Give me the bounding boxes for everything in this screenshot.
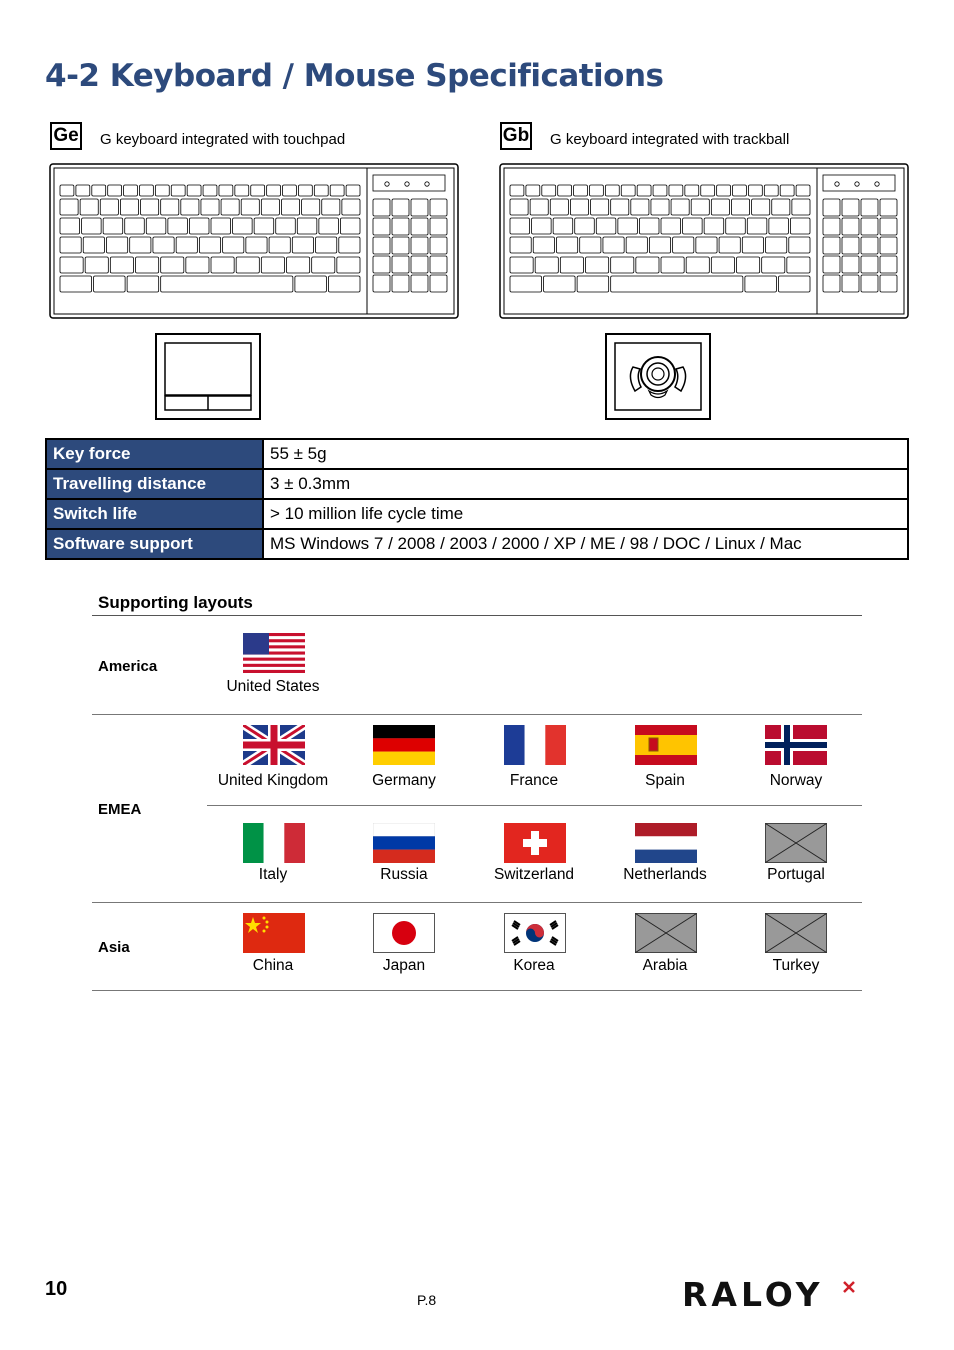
country-name: Turkey bbox=[772, 957, 820, 974]
key-shape bbox=[510, 276, 542, 292]
page-title: 4-2 Keyboard / Mouse Specifications bbox=[45, 58, 664, 94]
spec-value: 3 ± 0.3mm bbox=[263, 469, 908, 499]
key-shape bbox=[772, 199, 790, 215]
key-shape bbox=[298, 185, 312, 196]
key-shape bbox=[711, 257, 734, 273]
key-shape bbox=[120, 199, 138, 215]
country-name: Germany bbox=[372, 772, 436, 789]
key-shape bbox=[189, 218, 209, 234]
key-shape bbox=[267, 185, 281, 196]
flag-placeholder-icon bbox=[765, 823, 827, 863]
key-shape bbox=[108, 185, 122, 196]
country-name: Italy bbox=[258, 866, 288, 883]
flag-china-icon bbox=[243, 913, 305, 953]
country-name: Spain bbox=[645, 772, 685, 789]
key-shape bbox=[186, 257, 209, 273]
key-shape bbox=[187, 185, 201, 196]
model-code-ge: Ge bbox=[50, 122, 82, 150]
logo-mark-icon bbox=[844, 1282, 854, 1292]
key-shape bbox=[221, 199, 239, 215]
key-shape bbox=[570, 199, 588, 215]
key-shape bbox=[146, 218, 166, 234]
key-shape bbox=[780, 185, 794, 196]
divider bbox=[92, 990, 862, 991]
key-shape bbox=[316, 237, 337, 253]
key-shape bbox=[241, 199, 259, 215]
key-shape bbox=[742, 237, 763, 253]
key-shape bbox=[211, 257, 234, 273]
flag-placeholder-icon bbox=[765, 913, 827, 953]
key-shape bbox=[748, 185, 762, 196]
key-shape bbox=[161, 199, 179, 215]
key-shape bbox=[586, 257, 609, 273]
country-name: Russia bbox=[380, 866, 428, 883]
key-shape bbox=[711, 199, 729, 215]
key-shape bbox=[611, 257, 634, 273]
key-shape bbox=[127, 276, 159, 292]
key-shape bbox=[553, 218, 573, 234]
key-shape bbox=[236, 257, 259, 273]
key-shape bbox=[339, 237, 360, 253]
region-label: EMEA bbox=[98, 801, 142, 818]
key-shape bbox=[199, 237, 220, 253]
keyboard-illustration bbox=[499, 163, 909, 319]
key-shape bbox=[558, 185, 572, 196]
key-shape bbox=[686, 257, 709, 273]
flag-russia-icon bbox=[373, 823, 435, 863]
trackball-illustration bbox=[605, 333, 711, 420]
key-shape bbox=[550, 199, 568, 215]
key-shape bbox=[542, 185, 556, 196]
table-row bbox=[46, 469, 908, 499]
spec-label: Software support bbox=[46, 529, 263, 559]
region-label: Asia bbox=[98, 939, 130, 956]
flag-norway-icon bbox=[765, 725, 827, 765]
key-shape bbox=[292, 237, 313, 253]
key-shape bbox=[161, 257, 184, 273]
divider bbox=[92, 902, 862, 903]
key-shape bbox=[251, 185, 265, 196]
key-shape bbox=[60, 218, 80, 234]
key-shape bbox=[510, 185, 524, 196]
page-number: 10 bbox=[45, 1278, 68, 1300]
spec-value: 55 ± 5g bbox=[263, 439, 908, 469]
key-shape bbox=[269, 237, 290, 253]
key-shape bbox=[330, 185, 344, 196]
key-shape bbox=[254, 218, 274, 234]
touchpad-illustration bbox=[155, 333, 261, 420]
country-name: Arabia bbox=[642, 957, 688, 974]
key-shape bbox=[671, 199, 689, 215]
country-name: Norway bbox=[769, 772, 823, 789]
spec-label: Travelling distance bbox=[46, 469, 263, 499]
key-shape bbox=[139, 185, 153, 196]
key-shape bbox=[653, 185, 667, 196]
key-shape bbox=[181, 199, 199, 215]
key-shape bbox=[295, 276, 327, 292]
logo-text: RALOY bbox=[682, 1276, 824, 1310]
key-shape bbox=[766, 237, 787, 253]
key-shape bbox=[94, 276, 126, 292]
key-shape bbox=[319, 218, 339, 234]
key-shape bbox=[219, 185, 233, 196]
divider bbox=[207, 805, 862, 806]
key-shape bbox=[618, 218, 638, 234]
key-shape bbox=[76, 185, 90, 196]
page-label: P.8 bbox=[417, 1292, 437, 1308]
key-shape bbox=[611, 199, 629, 215]
key-shape bbox=[673, 237, 694, 253]
key-shape bbox=[261, 257, 284, 273]
key-shape bbox=[621, 185, 635, 196]
country-name: United Kingdom bbox=[217, 772, 329, 789]
key-shape bbox=[281, 199, 299, 215]
key-shape bbox=[510, 237, 531, 253]
key-shape bbox=[752, 199, 770, 215]
key-shape bbox=[637, 185, 651, 196]
country-name: Switzerland bbox=[493, 866, 575, 883]
key-shape bbox=[201, 199, 219, 215]
key-shape bbox=[302, 199, 320, 215]
key-shape bbox=[575, 218, 595, 234]
key-shape bbox=[136, 257, 159, 273]
key-shape bbox=[510, 257, 533, 273]
key-shape bbox=[510, 199, 528, 215]
flag-netherlands-icon bbox=[635, 823, 697, 863]
key-shape bbox=[103, 218, 123, 234]
key-shape bbox=[60, 199, 78, 215]
key-shape bbox=[530, 199, 548, 215]
key-shape bbox=[796, 185, 810, 196]
key-shape bbox=[787, 257, 810, 273]
key-shape bbox=[161, 276, 293, 292]
key-shape bbox=[60, 237, 81, 253]
key-shape bbox=[100, 199, 118, 215]
key-shape bbox=[203, 185, 217, 196]
key-shape bbox=[792, 199, 810, 215]
raloy-logo bbox=[682, 1276, 910, 1310]
key-shape bbox=[533, 237, 554, 253]
key-shape bbox=[153, 237, 174, 253]
key-shape bbox=[287, 257, 310, 273]
key-shape bbox=[691, 199, 709, 215]
key-shape bbox=[701, 185, 715, 196]
country-name: United States bbox=[226, 678, 320, 695]
flag-switzerland-icon bbox=[504, 823, 566, 863]
key-shape bbox=[596, 218, 616, 234]
key-shape bbox=[535, 257, 558, 273]
key-shape bbox=[745, 276, 777, 292]
flag-uk-icon bbox=[243, 725, 305, 765]
key-shape bbox=[556, 237, 577, 253]
section-title: Supporting layouts bbox=[98, 593, 253, 612]
key-shape bbox=[83, 237, 104, 253]
key-shape bbox=[544, 276, 576, 292]
key-shape bbox=[636, 257, 659, 273]
model-caption-gb: G keyboard integrated with trackball bbox=[550, 131, 790, 148]
flag-japan-icon bbox=[373, 913, 435, 953]
model-caption-ge: G keyboard integrated with touchpad bbox=[100, 131, 346, 148]
key-shape bbox=[611, 276, 743, 292]
key-shape bbox=[346, 185, 360, 196]
key-shape bbox=[297, 218, 317, 234]
key-shape bbox=[340, 218, 360, 234]
key-shape bbox=[92, 185, 106, 196]
key-shape bbox=[155, 185, 169, 196]
key-shape bbox=[605, 185, 619, 196]
key-shape bbox=[639, 218, 659, 234]
table-row bbox=[46, 499, 908, 529]
region-label: America bbox=[98, 658, 158, 675]
key-shape bbox=[726, 218, 746, 234]
spec-value: > 10 million life cycle time bbox=[263, 499, 908, 529]
keyboard-illustration bbox=[49, 163, 459, 319]
key-shape bbox=[661, 218, 681, 234]
key-shape bbox=[577, 276, 609, 292]
flag-placeholder-icon bbox=[635, 913, 697, 953]
key-shape bbox=[683, 218, 703, 234]
key-shape bbox=[631, 199, 649, 215]
key-shape bbox=[337, 257, 360, 273]
key-shape bbox=[574, 185, 588, 196]
key-shape bbox=[60, 185, 74, 196]
spec-value: MS Windows 7 / 2008 / 2003 / 2000 / XP / ME / 98 / DOC / Linux / Mac bbox=[263, 529, 908, 559]
key-shape bbox=[60, 257, 83, 273]
country-name: Japan bbox=[382, 957, 426, 974]
key-shape bbox=[719, 237, 740, 253]
country-name: China bbox=[252, 957, 294, 974]
table-row bbox=[46, 439, 908, 469]
key-shape bbox=[649, 237, 670, 253]
key-shape bbox=[731, 199, 749, 215]
key-shape bbox=[626, 237, 647, 253]
key-shape bbox=[747, 218, 767, 234]
key-shape bbox=[130, 237, 151, 253]
key-shape bbox=[704, 218, 724, 234]
key-shape bbox=[82, 218, 102, 234]
key-shape bbox=[246, 237, 267, 253]
key-shape bbox=[235, 185, 249, 196]
divider bbox=[92, 714, 862, 715]
country-name: France bbox=[509, 772, 559, 789]
key-shape bbox=[312, 257, 335, 273]
key-shape bbox=[85, 257, 108, 273]
spec-table bbox=[45, 438, 909, 560]
key-shape bbox=[790, 218, 810, 234]
key-shape bbox=[532, 218, 552, 234]
key-shape bbox=[106, 237, 127, 253]
key-shape bbox=[283, 185, 297, 196]
key-shape bbox=[778, 276, 810, 292]
key-shape bbox=[591, 199, 609, 215]
flag-us-icon bbox=[243, 633, 305, 673]
key-shape bbox=[314, 185, 328, 196]
key-shape bbox=[124, 185, 138, 196]
key-shape bbox=[717, 185, 731, 196]
key-shape bbox=[223, 237, 244, 253]
spec-label: Switch life bbox=[46, 499, 263, 529]
key-shape bbox=[168, 218, 188, 234]
key-shape bbox=[580, 237, 601, 253]
key-shape bbox=[737, 257, 760, 273]
key-shape bbox=[762, 257, 785, 273]
key-shape bbox=[589, 185, 603, 196]
key-shape bbox=[176, 237, 197, 253]
key-shape bbox=[80, 199, 98, 215]
key-shape bbox=[669, 185, 683, 196]
key-shape bbox=[685, 185, 699, 196]
flag-spain-icon bbox=[635, 725, 697, 765]
key-shape bbox=[328, 276, 360, 292]
flag-korea-icon bbox=[504, 913, 566, 953]
spec-label: Key force bbox=[46, 439, 263, 469]
key-shape bbox=[560, 257, 583, 273]
country-name: Netherlands bbox=[623, 866, 707, 883]
country-name: Portugal bbox=[767, 866, 825, 883]
key-shape bbox=[60, 276, 92, 292]
key-shape bbox=[769, 218, 789, 234]
key-shape bbox=[603, 237, 624, 253]
country-name: Korea bbox=[513, 957, 555, 974]
model-code-gb: Gb bbox=[500, 122, 532, 150]
divider bbox=[92, 615, 862, 616]
key-shape bbox=[141, 199, 159, 215]
key-shape bbox=[110, 257, 133, 273]
flag-france-icon bbox=[504, 725, 566, 765]
key-shape bbox=[276, 218, 296, 234]
key-shape bbox=[764, 185, 778, 196]
key-shape bbox=[211, 218, 231, 234]
key-shape bbox=[661, 257, 684, 273]
key-shape bbox=[171, 185, 185, 196]
key-shape bbox=[696, 237, 717, 253]
key-shape bbox=[233, 218, 253, 234]
flag-italy-icon bbox=[243, 823, 305, 863]
key-shape bbox=[125, 218, 145, 234]
key-shape bbox=[789, 237, 810, 253]
key-shape bbox=[261, 199, 279, 215]
key-shape bbox=[651, 199, 669, 215]
key-shape bbox=[322, 199, 340, 215]
key-shape bbox=[342, 199, 360, 215]
key-shape bbox=[510, 218, 530, 234]
key-shape bbox=[733, 185, 747, 196]
key-shape bbox=[526, 185, 540, 196]
flag-germany-icon bbox=[373, 725, 435, 765]
table-row bbox=[46, 529, 908, 559]
